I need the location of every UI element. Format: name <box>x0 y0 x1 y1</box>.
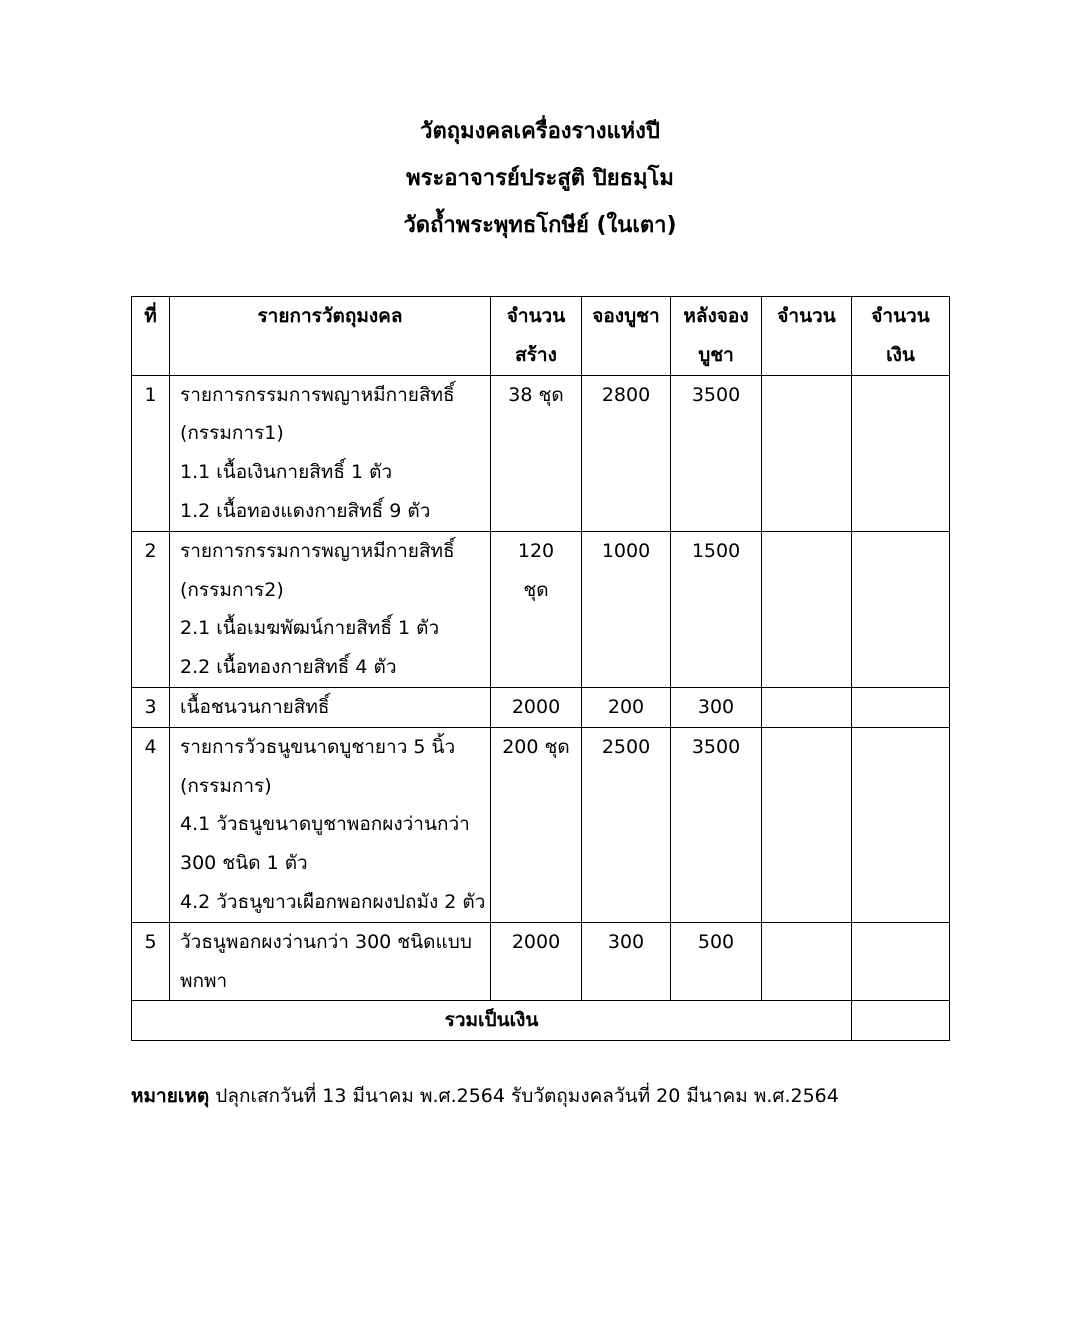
row-reserve: 1000 <box>582 531 671 687</box>
table-row <box>132 375 950 531</box>
row-built: 120 ชุด <box>491 531 582 687</box>
row-amount <box>852 687 950 727</box>
row-reserve: 2500 <box>582 727 671 922</box>
row-reserve: 300 <box>582 922 671 1001</box>
header-no: ที่ <box>132 297 170 376</box>
row-item: รายการวัวธนูขนาดบูชายาว 5 นิ้ว (กรรมการ) 4.1 วัวธนูขนาดบูชาพอกผงว่านกว่า 300 ชนิด 1 ตัว 4.2 วัวธนูขาวเผือกพอกผงปถมัง 2 ตัว <box>170 727 491 922</box>
row-qty <box>762 687 852 727</box>
row-qty <box>762 375 852 531</box>
footnote-text: ปลุกเสกวันที่ 13 มีนาคม พ.ศ.2564 รับวัตถุมงคลวันที่ 20 มีนาคม พ.ศ.2564 <box>209 1085 839 1107</box>
row-no: 5 <box>132 922 170 1001</box>
row-amount <box>852 531 950 687</box>
row-reserve: 200 <box>582 687 671 727</box>
row-built: 200 ชุด <box>491 727 582 922</box>
total-row <box>132 1001 950 1041</box>
row-built: 2000 <box>491 687 582 727</box>
header-item: รายการวัตถุมงคล <box>170 297 491 376</box>
row-after: 3500 <box>671 375 762 531</box>
amulet-table <box>131 296 950 1041</box>
header-after: หลังจอง บูชา <box>671 297 762 376</box>
row-reserve: 2800 <box>582 375 671 531</box>
title-line-2: พระอาจารย์ประสูติ ปิยธมฺโม <box>406 166 674 191</box>
header-reserve: จองบูชา <box>582 297 671 376</box>
row-qty <box>762 922 852 1001</box>
title-line-3: วัดถ้ำพระพุทธโกษีย์ (ในเตา) <box>403 213 677 238</box>
header-qty: จำนวน <box>762 297 852 376</box>
table-row <box>132 727 950 922</box>
table-header-row <box>132 297 950 376</box>
row-item: รายการกรรมการพญาหมีกายสิทธิ์ (กรรมการ2) 2.1 เนื้อเมฆพัฒน์กายสิทธิ์ 1 ตัว 2.2 เนื้อทองกายสิทธิ์ 4 ตัว <box>170 531 491 687</box>
row-amount <box>852 375 950 531</box>
row-no: 1 <box>132 375 170 531</box>
row-no: 4 <box>132 727 170 922</box>
row-after: 300 <box>671 687 762 727</box>
row-no: 3 <box>132 687 170 727</box>
row-qty <box>762 531 852 687</box>
table-row <box>132 531 950 687</box>
row-built: 38 ชุด <box>491 375 582 531</box>
row-qty <box>762 727 852 922</box>
total-label: รวมเป็นเงิน <box>132 1001 852 1041</box>
row-after: 3500 <box>671 727 762 922</box>
row-amount <box>852 727 950 922</box>
document-title <box>0 108 1080 249</box>
title-line-1: วัตถุมงคลเครื่องรางแห่งปี <box>420 119 660 144</box>
table-row <box>132 687 950 727</box>
row-item: วัวธนูพอกผงว่านกว่า 300 ชนิดแบบ พกพา <box>170 922 491 1001</box>
row-no: 2 <box>132 531 170 687</box>
row-item: เนื้อชนวนกายสิทธิ์ <box>170 687 491 727</box>
row-amount <box>852 922 950 1001</box>
header-amount: จำนวน เงิน <box>852 297 950 376</box>
header-built: จำนวน สร้าง <box>491 297 582 376</box>
total-value <box>852 1001 950 1041</box>
footnote <box>131 1080 839 1112</box>
row-after: 500 <box>671 922 762 1001</box>
table-row <box>132 922 950 1001</box>
row-item: รายการกรรมการพญาหมีกายสิทธิ์ (กรรมการ1) 1.1 เนื้อเงินกายสิทธิ์ 1 ตัว 1.2 เนื้อทองแดงกายสิทธิ์ 9 ตัว <box>170 375 491 531</box>
footnote-label: หมายเหตุ <box>131 1085 210 1107</box>
row-built: 2000 <box>491 922 582 1001</box>
row-after: 1500 <box>671 531 762 687</box>
